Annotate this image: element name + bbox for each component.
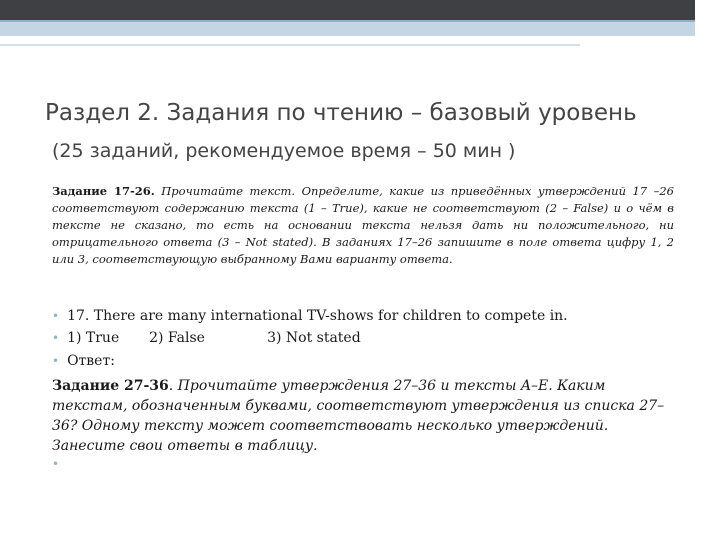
task-17-26-block — [52, 183, 674, 268]
bullet-dot: • — [52, 457, 60, 471]
bullet-dot: • — [52, 331, 60, 345]
task-27-36-block — [52, 376, 672, 456]
option-not-stated: 3) Not stated — [267, 330, 361, 346]
slide-subtitle: (25 заданий, рекомендуемое время – 50 мин ) — [52, 140, 516, 162]
top-dark-band — [0, 0, 695, 20]
bullet-answer-options — [52, 330, 361, 346]
slide-title: Раздел 2. Задания по чтению – базовый уровень — [45, 100, 637, 126]
statement-17-text: 17. There are many international TV-shows for children to compete in. — [67, 308, 568, 324]
top-decoration-bar — [0, 0, 720, 22]
task-17-26-instructions: Прочитайте текст. Определите, какие из приведённых утверждений 17 –26 соответствуют содержанию текста (1 – True), какие не соответствуют (2 – False) и о чём в тексте не сказано, то есть на основании текста нельзя дать ни положительного, ни отрицательного ответа (3 – Not stated). В заданиях 17–26 запишите в поле ответа цифру 1, 2 или 3, соответствующую выбранному Вами варианту ответа. — [52, 184, 675, 266]
bullet-dot: • — [52, 309, 60, 323]
option-true: 1) True — [67, 330, 120, 346]
header-divider-line — [0, 44, 580, 46]
task-27-36-heading: Задание 27-36 — [52, 378, 169, 394]
task-27-36-instructions: . Прочитайте утверждения 27–36 и тексты A–E. Каким текстам, обозначенным буквами, соответствуют утверждения из списка 27–36? Одному тексту может соответствовать несколько утверждений. Занесите свои ответы в таблицу. — [52, 378, 665, 454]
option-false: 2) False — [149, 330, 205, 346]
top-light-blue-band — [0, 22, 695, 36]
task-17-26-heading: Задание 17-26. — [52, 184, 155, 198]
bullet-dot: • — [52, 354, 60, 368]
bullet-answer-label — [52, 353, 115, 369]
bullet-statement-17 — [52, 308, 568, 324]
answer-label: Ответ: — [67, 353, 115, 369]
bullet-empty — [52, 456, 67, 472]
top-right-corner — [695, 0, 720, 36]
